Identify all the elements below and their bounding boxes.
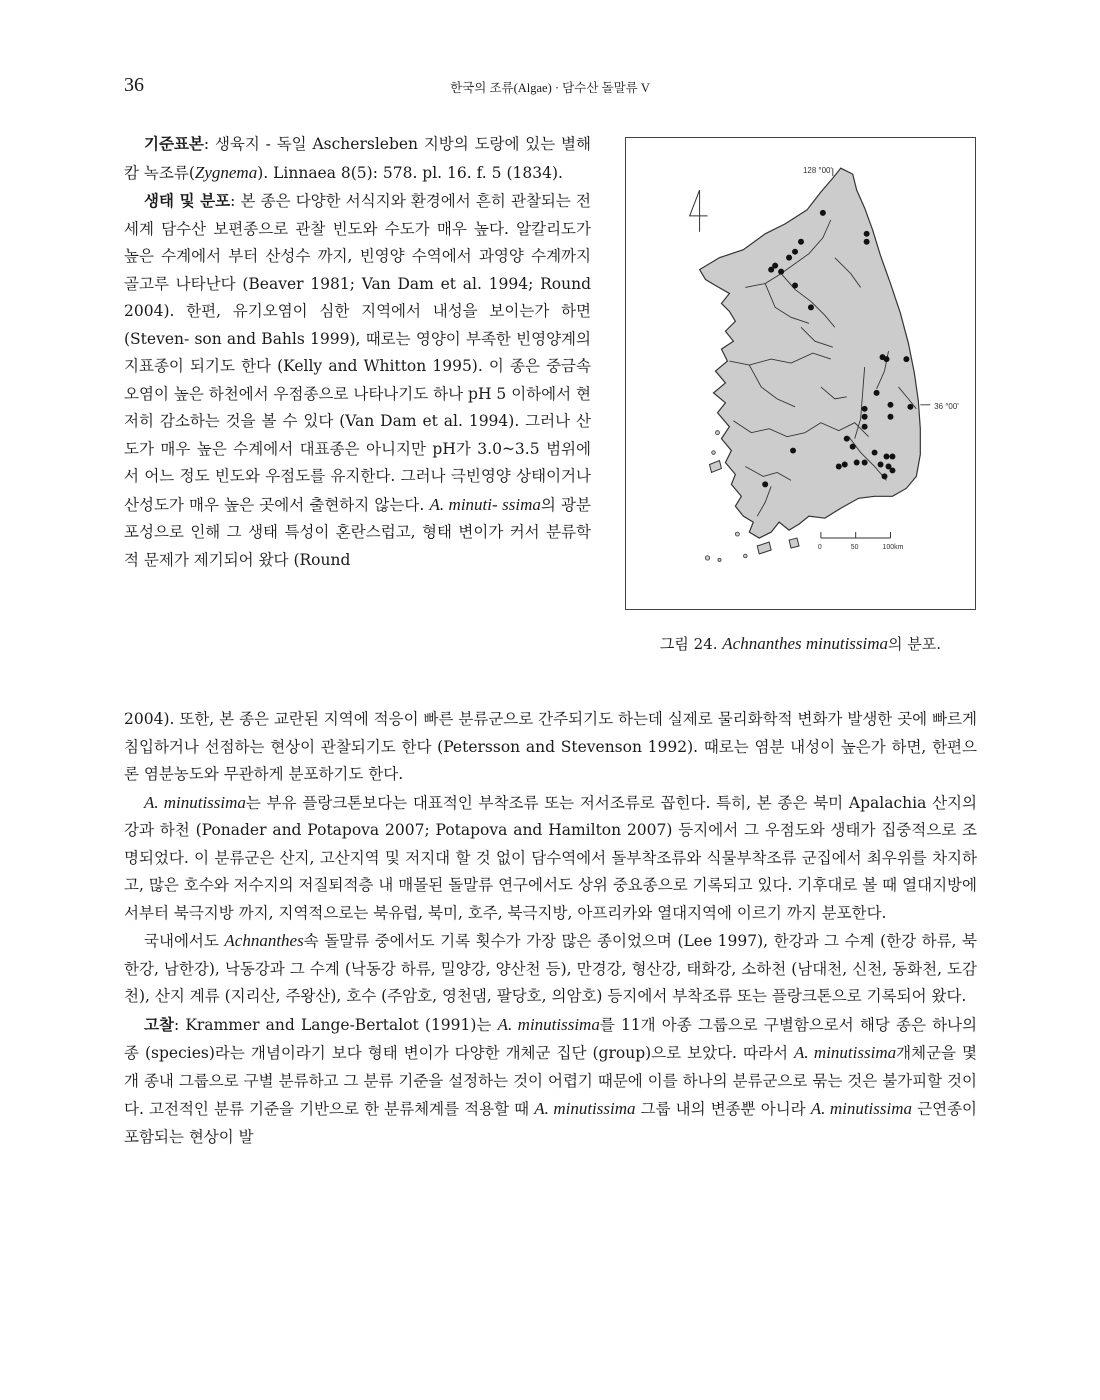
discussion-text-4: 그룹 내의 변종뿐 아니라 (635, 1100, 811, 1118)
islet (718, 558, 721, 561)
occurrence-point (844, 436, 850, 442)
occurrence-point (888, 402, 894, 408)
occurrence-point (792, 249, 798, 255)
occurrence-point (864, 231, 870, 237)
occurrence-point (888, 414, 894, 420)
occurrence-point (820, 210, 826, 216)
domestic-paragraph (124, 927, 977, 1011)
species-name: A. minutissima (497, 1014, 600, 1034)
ecology-continuation: 2004). 또한, 본 종은 교란된 지역에 적응이 빠른 분류군으로 간주되기도 하는데 실제로 물리화학적 변화가 발생한 곳에 빠르게 침입하거나 선점하는 현상이 관찰되기도 한다 (Petersson and Stevenson 1992). 때로는 염분 내성이 높은가 하면, 한편으론 염분농도와 무관하게 분포하기도 한다. (124, 710, 977, 783)
ecology-paragraph (124, 187, 591, 574)
genus-achnanthes: Achnanthes (224, 931, 304, 950)
occurrence-point (786, 255, 792, 261)
running-head: 한국의 조류(Algae) · 담수산 돌말류 V (450, 81, 650, 95)
domestic-text-0: 국내에서도 (144, 932, 225, 950)
type-specimen-text-2: ). Linnaea 8(5): 578. pl. 16. f. 5 (1834). (257, 163, 563, 182)
occurrence-point (842, 461, 848, 467)
occurrence-point (889, 454, 895, 460)
occurrence-point (862, 460, 868, 466)
ecology-text-1: : 본 종은 다양한 서식지와 환경에서 흔히 관찰되는 전세계 담수산 보편종으로 관찰 빈도와 수도가 매우 높다. 알칼리도가 높은 수계에서 부터 산성수 까지, 빈영양 수역에서 과영양 수계까지 골고루 나타난다 (Beaver 1981; Van Dam et al. 1994; Round 2004). 한편, 유기오염이 심한 지역에서 내성을 보이는가 하면 (Steven- son and Bahls 1999), 때로는 영양이 부족한 빈영양계의 지표종이 되기도 한다 (Kelly and Whitton 1995). 이 종은 중금속 오염이 높은 하천에서 우점종으로 나타나기도 하나 pH 5 이하에서 현저히 감소하는 것을 볼 수 있다 (Van Dam et al. 1994). 그러나 산도가 매우 높은 수계에서 대표종은 아니지만 pH가 3.0~3.5 범위에서 어느 정도 빈도와 우점도를 유지한다. 그러나 극빈영양 상태이거나 산성도가 매우 높은 곳에서 출현하지 않는다. (124, 192, 591, 514)
occurrence-point (872, 450, 878, 456)
species-name: A. minutissima (810, 1099, 913, 1118)
islet (715, 431, 719, 435)
occurrence-point (862, 414, 868, 420)
distribution-map (626, 138, 975, 609)
occurrence-point (884, 356, 890, 362)
islet (744, 554, 748, 558)
scale-bar (821, 532, 891, 538)
compass-mark (690, 190, 708, 232)
occurrence-point (864, 239, 870, 245)
occurrence-point (862, 406, 868, 412)
island-3 (789, 538, 799, 548)
discussion-label: 고찰 (144, 1014, 174, 1034)
longitude-label: 128 °00' (802, 166, 832, 176)
species-name: A. minutissima (793, 1043, 897, 1062)
type-specimen-text-1: : 생육지 - 독일 Aschersleben 지방의 도랑에 있는 별해캄 녹조류( (124, 135, 591, 182)
occurrence-point (884, 454, 890, 460)
figure-caption (625, 633, 976, 654)
occurrence-point (792, 283, 798, 289)
occurrence-point (874, 390, 880, 396)
wide-column (124, 706, 977, 1151)
species-name: A. minutissima (534, 1099, 636, 1118)
occurrence-point (854, 460, 860, 466)
islet (712, 451, 716, 455)
occurrence-point (882, 473, 888, 479)
figure-caption-species: Achnanthes minutissima (722, 634, 889, 653)
discussion-text-2: 를 11개 아종 그룹으로 구별함으로서 해당 종은 하나의 종 (species)라는 개념이라기 보다 형태 변이가 다양한 개체군 집단 (group)으로 보았다. 따라서 (124, 1015, 977, 1062)
page-number: 36 (124, 74, 144, 96)
scale-label-50: 50 (850, 543, 859, 551)
occurrence-point (798, 239, 804, 245)
attached-algae-paragraph (124, 789, 977, 928)
domestic-text-1: 속 돌말류 중에서도 기록 횟수가 가장 많은 종이었으며 (Lee 1997), 한강과 그 수계 (한강 하류, 북한강, 남한강), 낙동강과 그 수계 (낙동강 하류, 밀양강, 양산천 등), 만경강, 형산강, 태화강, 소하천 (남대천, 신천, 동화천, 도감천), 산지 계류 (지리산, 주왕산), 호수 (주암호, 영천댐, 팔당호, 의암호) 등지에서 부착조류 또는 플랑크톤으로 기록되어 왔다. (124, 932, 977, 1005)
ecology-label: 생태 및 분포 (144, 191, 231, 210)
occurrence-point (768, 267, 774, 273)
figure-caption-suffix: 의 분포. (888, 635, 942, 653)
type-specimen-paragraph (124, 130, 591, 187)
occurrence-point (778, 269, 784, 275)
occurrence-point (903, 356, 909, 362)
attached-text: 는 부유 플랑크톤보다는 대표적인 부착조류 또는 저서조류로 꼽힌다. 특히, 본 종은 북미 Apalachia 산지의 강과 하천 (Ponader and Potapova 2007; Potapova and Hamilton 2007) 등지에서 그 우점도와 생태가 집중적으로 조명되었다. 이 분류군은 산지, 고산지역 및 저지대 할 것 없이 담수역에서 돌부착조류와 식물부착조류 군집에서 최우위를 차지하고, 많은 호수와 저수지의 저질퇴적층 내 매몰된 돌말류 연구에서도 상위 중요종으로 기록되고 있다. 기후대로 볼 때 열대지방에서부터 북극지방 까지, 지역적으로는 북유럽, 북미, 호주, 북극지방, 아프리카와 열대지역에 이르기 까지 분포한다. (124, 793, 977, 922)
island-2 (757, 542, 771, 554)
occurrence-point (907, 404, 913, 410)
scale-label-0: 0 (817, 543, 822, 551)
occurrence-point (862, 424, 868, 430)
type-specimen-label: 기준표본 (144, 134, 204, 153)
ecology-text-2: 의 광분포성으로 인해 그 생태 특성이 혼란스럽고, 형태 변이가 커서 분류학적 문제가 제기되어 왔다 (Round (124, 495, 591, 569)
occurrence-point (762, 481, 768, 487)
species-name: A. minutissima (144, 792, 246, 812)
occurrence-point (836, 463, 842, 469)
occurrence-point (808, 304, 814, 310)
figure-frame (625, 137, 976, 610)
korea-peninsula (700, 168, 921, 538)
scale-label-100km: 100km (882, 543, 904, 551)
discussion-text-1: : Krammer and Lange-Bertalot (1991)는 (173, 1015, 498, 1034)
occurrence-point (889, 467, 895, 473)
occurrence-point (850, 444, 856, 450)
map-land (700, 168, 921, 561)
latitude-label: 36 °00' (934, 401, 959, 411)
occurrence-point (790, 448, 796, 454)
species-name: A. minuti- ssima (429, 494, 541, 514)
islet (705, 556, 709, 560)
discussion-text-5: 근연종이 포함되는 현상이 발 (124, 1100, 978, 1146)
narrow-column (124, 130, 591, 574)
discussion-text-3: 개체군을 몇 개 종내 그룹으로 구별 분류하고 그 분류 기준을 설정하는 것이 어렵기 때문에 이를 하나의 분류군으로 묶는 것은 불가피할 것이다. 고전적인 분류 기준을 기반으로 한 분류체계를 적용할 때 (124, 1044, 978, 1118)
discussion-paragraph (124, 1011, 977, 1152)
island-1 (710, 461, 722, 473)
occurrence-point (878, 461, 884, 467)
figure-caption-prefix: 그림 24. (659, 635, 723, 653)
genus-zygnema: Zygnema (194, 162, 258, 182)
islet (735, 532, 739, 536)
